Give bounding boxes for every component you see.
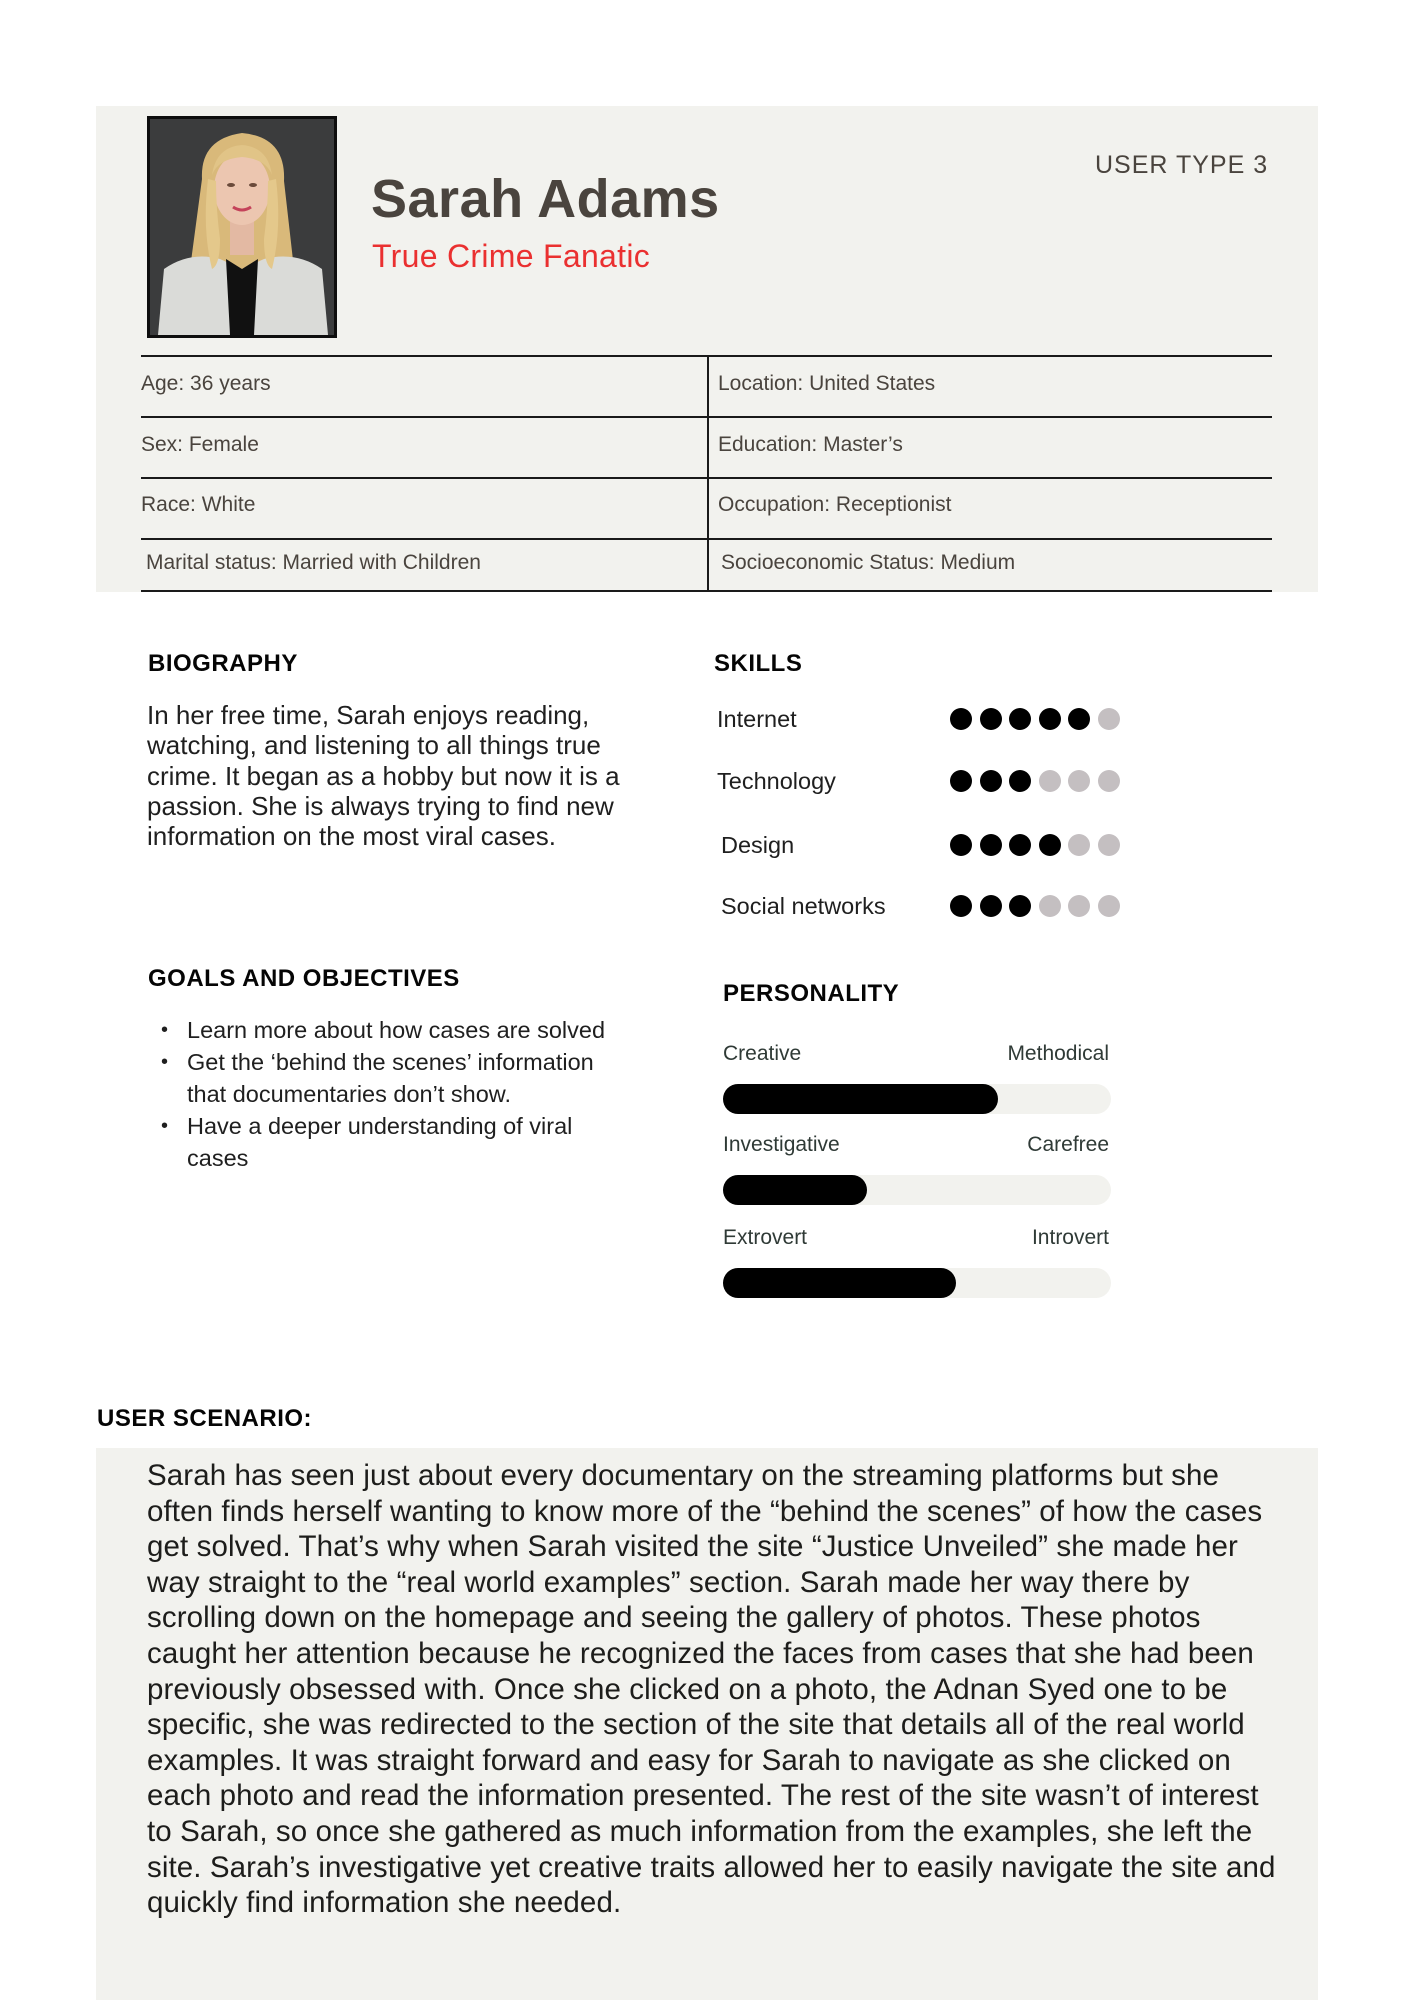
trait-extrovert-introvert [723, 1226, 1111, 1298]
rating-dot-filled [1039, 708, 1061, 730]
trait-slider-track [723, 1175, 1111, 1205]
trait-right-label: Introvert [1031, 1226, 1109, 1249]
trait-right-label: Methodical [1007, 1042, 1109, 1065]
goal-item: • Have a deeper understanding of viral cases [147, 1110, 607, 1174]
rating-dot-filled [1009, 770, 1031, 792]
skill-label: Social networks [721, 893, 886, 919]
scenario-heading: USER SCENARIO: [97, 1405, 313, 1432]
trait-creative-methodical [723, 1042, 1111, 1114]
skills-heading: SKILLS [714, 650, 803, 677]
rating-dot-empty [1068, 834, 1090, 856]
persona-name: Sarah Adams [371, 169, 720, 229]
rating-dot-empty [1039, 895, 1061, 917]
rating-dot-filled [950, 708, 972, 730]
trait-left-label: Investigative [723, 1133, 840, 1156]
demographic-occupation: Occupation: Receptionist [718, 493, 952, 516]
demographic-marital-status: Marital status: Married with Children [146, 551, 481, 574]
skill-label: Internet [717, 706, 797, 732]
trait-investigative-carefree [723, 1133, 1111, 1205]
skill-rating [950, 834, 1120, 856]
goal-item: • Get the ‘behind the scenes’ information that documentaries don’t show. [147, 1046, 607, 1110]
rating-dot-empty [1098, 895, 1120, 917]
rating-dot-filled [1009, 895, 1031, 917]
rating-dot-filled [950, 834, 972, 856]
rating-dot-filled [980, 834, 1002, 856]
rating-dot-filled [1009, 834, 1031, 856]
trait-slider-track [723, 1268, 1111, 1298]
rating-dot-empty [1039, 770, 1061, 792]
portrait-image [150, 119, 334, 335]
rating-dot-filled [980, 770, 1002, 792]
rating-dot-filled [1009, 708, 1031, 730]
trait-slider-fill [723, 1175, 867, 1205]
rating-dot-empty [1068, 895, 1090, 917]
demographic-sex: Sex: Female [141, 433, 259, 456]
demographic-age: Age: 36 years [141, 372, 271, 395]
demographic-location: Location: United States [718, 372, 936, 395]
goal-item: • Learn more about how cases are solved [147, 1014, 607, 1046]
trait-slider-track [723, 1084, 1111, 1114]
goals-heading: GOALS AND OBJECTIVES [148, 965, 460, 992]
user-type-label: USER TYPE 3 [1095, 151, 1269, 179]
skill-label: Design [721, 832, 795, 858]
skill-row-technology [717, 763, 1137, 799]
rating-dot-filled [950, 895, 972, 917]
persona-photo [147, 116, 337, 338]
demographic-socioeconomic-status: Socioeconomic Status: Medium [721, 551, 1016, 574]
trait-slider-fill [723, 1268, 956, 1298]
demographics-table [141, 355, 1272, 592]
rating-dot-filled [950, 770, 972, 792]
trait-right-label: Carefree [1027, 1133, 1109, 1156]
skill-row-internet [717, 701, 1137, 737]
rating-dot-empty [1068, 770, 1090, 792]
skill-rating [950, 708, 1120, 730]
skill-rating [950, 895, 1120, 917]
bullet-icon: • [161, 1019, 169, 1041]
biography-heading: BIOGRAPHY [148, 650, 298, 677]
skill-row-design [717, 827, 1137, 863]
bullet-icon: • [161, 1115, 169, 1137]
skill-label: Technology [717, 768, 836, 794]
persona-subtitle: True Crime Fanatic [372, 238, 651, 274]
table-column-divider [707, 355, 709, 592]
rating-dot-filled [1068, 708, 1090, 730]
skill-row-social-networks [717, 888, 1137, 924]
rating-dot-filled [980, 895, 1002, 917]
rating-dot-filled [1039, 834, 1061, 856]
rating-dot-filled [980, 708, 1002, 730]
goals-list [147, 1014, 607, 1174]
demographic-education: Education: Master’s [718, 433, 903, 456]
rating-dot-empty [1098, 708, 1120, 730]
rating-dot-empty [1098, 834, 1120, 856]
skill-rating [950, 770, 1120, 792]
rating-dot-empty [1098, 770, 1120, 792]
trait-slider-fill [723, 1084, 998, 1114]
bullet-icon: • [161, 1051, 169, 1073]
trait-left-label: Creative [723, 1042, 802, 1065]
personality-heading: PERSONALITY [723, 980, 900, 1007]
demographic-race: Race: White [141, 493, 256, 516]
scenario-text: Sarah has seen just about every documentary on the streaming platforms but she often finds herself wanting to know more of the “behind the scenes” of how the cases get solved. That’s why when Sarah visited the site “Justice Unveiled” she made her way straight to the “real world examples” section. Sarah made her way there by scrolling down on the homepage and seeing the gallery of photos. These photos caught her attention because he recognized the faces from cases that she had been previously obsessed with. Once she clicked on a photo, the Adnan Syed one to be specific, she was redirected to the section of the site that details all of the real world examples. It was straight forward and easy for Sarah to navigate as she clicked on each photo and read the information presented. The rest of the site wasn’t of interest to Sarah, so once she gathered as much information from the examples, she left the site. Sarah’s investigative yet creative traits allowed her to easily navigate the site and quickly find information she needed. [147, 1459, 1276, 1920]
biography-text: In her free time, Sarah enjoys reading, watching, and listening to all things true crime. It began as a hobby but now it is a passion. She is always trying to find new information on the most viral cases. [147, 700, 620, 852]
trait-left-label: Extrovert [723, 1226, 808, 1249]
